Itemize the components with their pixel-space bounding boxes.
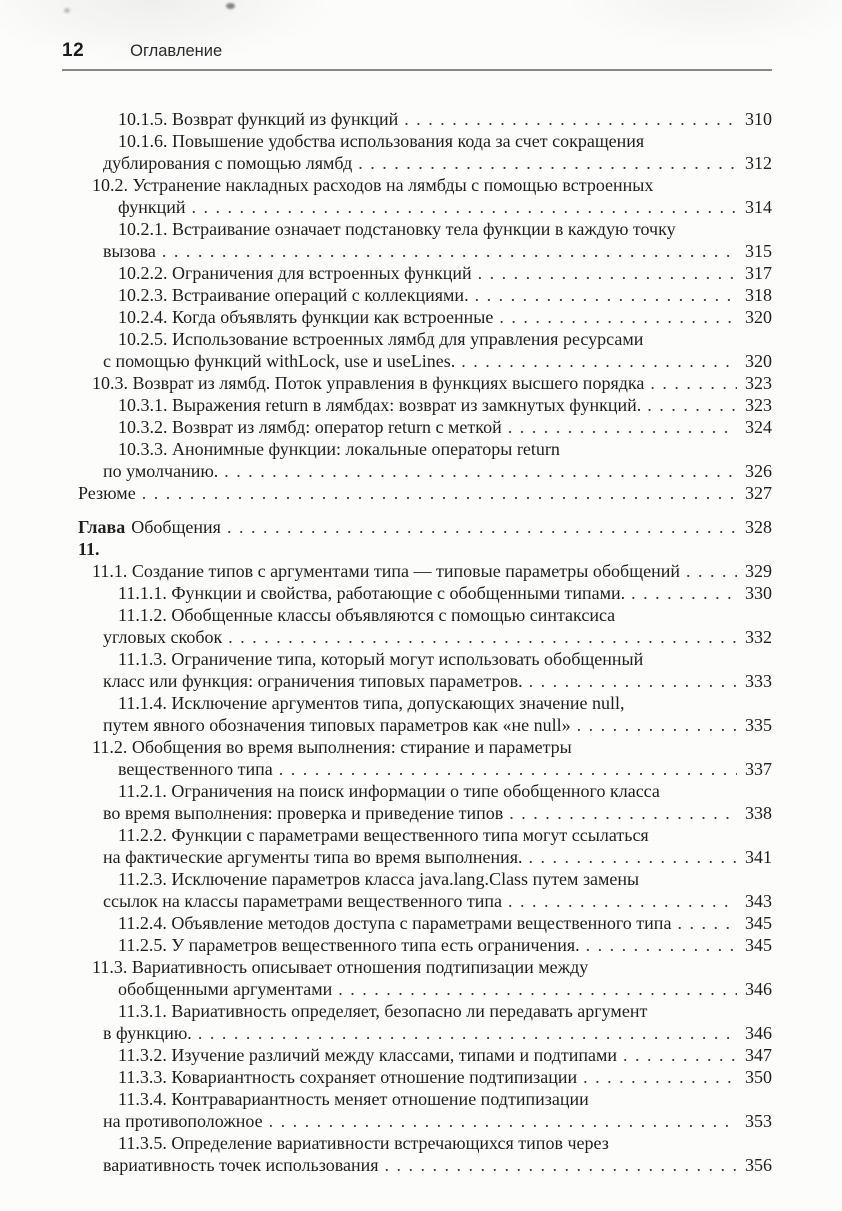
- toc-page-number: 310: [745, 109, 772, 129]
- toc-page-number: 329: [745, 561, 772, 581]
- dot-leader: [650, 372, 737, 394]
- toc-page-number: 315: [745, 241, 772, 261]
- toc-page-number: 318: [745, 285, 772, 305]
- toc-page-number: 347: [745, 1045, 772, 1065]
- toc-line: [62, 1110, 772, 1132]
- toc-line: [62, 1000, 772, 1022]
- toc-page-number: 328: [745, 517, 772, 537]
- toc-page-number: 320: [745, 307, 772, 327]
- toc-line: [62, 956, 772, 978]
- dot-leader: [647, 394, 737, 416]
- toc-page-number: 324: [745, 417, 772, 437]
- toc-entry-text: 11.3.4. Контравариантность меняет отношение подтипизации: [118, 1089, 589, 1109]
- toc-entry-text: по умолчанию.: [103, 461, 219, 481]
- toc-entry: [62, 130, 772, 174]
- dot-leader: [279, 758, 737, 780]
- dot-leader: [529, 846, 737, 868]
- toc-entry-text: 11.2.2. Функции с параметрами вещественного типа могут ссылаться: [118, 825, 649, 845]
- toc-entry-text: угловых скобок: [103, 627, 223, 647]
- toc-page-number: 353: [745, 1111, 772, 1131]
- dot-leader: [228, 626, 737, 648]
- toc-entry-text: 10.2.5. Использование встроенных лямбд для управления ресурсами: [118, 329, 644, 349]
- toc-entry-text: функций: [118, 197, 186, 217]
- toc-entry: [62, 824, 772, 868]
- toc-entry-text: на противоположное: [103, 1111, 263, 1131]
- toc-line: [62, 846, 772, 868]
- toc-entry-text: дублирования с помощью лямбд: [103, 153, 353, 173]
- toc-line: [62, 912, 772, 934]
- dot-leader: [529, 670, 737, 692]
- toc-line: [62, 460, 772, 482]
- toc-line: [62, 670, 772, 692]
- toc-entry: [62, 372, 772, 394]
- toc-entry: [62, 1132, 772, 1176]
- toc-page-number: 330: [745, 583, 772, 603]
- toc-entry-text: 11.3.5. Определение вариативности встречающихся типов через: [118, 1133, 609, 1153]
- toc-chapter-label: Глава 11.: [78, 517, 126, 559]
- toc-line: [62, 152, 772, 174]
- toc-line: [62, 736, 772, 758]
- toc-entry-text: 10.3.1. Выражения return в лямбдах: возврат из замкнутых функций.: [118, 395, 642, 415]
- toc-entry: [62, 934, 772, 956]
- toc-entry: [62, 262, 772, 284]
- toc-line: [62, 262, 772, 284]
- dot-leader: [508, 890, 737, 912]
- dot-leader: [385, 1154, 737, 1176]
- toc-page-number: 323: [745, 395, 772, 415]
- toc-line: [62, 824, 772, 846]
- toc-chapter-entry: [62, 516, 772, 560]
- toc-entry-text: 11.1.4. Исключение аргументов типа, допускающих значение null,: [118, 693, 625, 713]
- toc-entry-text: 11.2.1. Ограничения на поиск информации о типе обобщенного класса: [118, 781, 660, 801]
- dot-leader: [499, 306, 737, 328]
- toc-entry: [62, 648, 772, 692]
- toc-entry: [62, 306, 772, 328]
- page-header: [62, 40, 772, 71]
- toc-entry-text: 11.3.1. Вариативность определяет, безопасно ли передавать аргумент: [118, 1001, 648, 1021]
- toc-page-number: 337: [745, 759, 772, 779]
- toc-entry: [62, 482, 772, 504]
- toc-line: [62, 934, 772, 956]
- toc-entry-text: 10.3.2. Возврат из лямбд: оператор return с меткой: [118, 417, 502, 437]
- toc-page-number: 332: [745, 627, 772, 647]
- toc-entry-text: ссылок на классы параметрами вещественного типа: [103, 891, 503, 911]
- dot-leader: [227, 516, 737, 538]
- toc-line: [62, 560, 772, 582]
- toc-entry: [62, 956, 772, 1000]
- toc-page-number: 343: [745, 891, 772, 911]
- toc-line: [62, 604, 772, 626]
- toc-entry-text: во время выполнения: проверка и приведение типов: [103, 803, 504, 823]
- dot-leader: [509, 802, 737, 824]
- toc-entry: [62, 560, 772, 582]
- toc-entry: [62, 416, 772, 438]
- toc-entry-text: 11.2.3. Исключение параметров класса java.lang.Class путем замены: [118, 869, 640, 889]
- toc-line: [62, 978, 772, 1000]
- toc-entry-text: 11.1.2. Обобщенные классы объявляются с помощью синтаксиса: [118, 605, 616, 625]
- toc-entry: [62, 912, 772, 934]
- toc-entry: [62, 736, 772, 780]
- dot-leader: [224, 460, 737, 482]
- dot-leader: [478, 262, 737, 284]
- toc-entry-text: вариативность точек использования: [103, 1155, 379, 1175]
- toc-line: [62, 328, 772, 350]
- dot-leader: [404, 108, 737, 130]
- dot-leader: [338, 978, 737, 1000]
- toc-line: [62, 306, 772, 328]
- toc-line: [62, 582, 772, 604]
- toc-line: [62, 802, 772, 824]
- toc-entry-text: 11.3.2. Изучение различий между классами, типами и подтипами: [118, 1045, 617, 1065]
- toc-line: [62, 714, 772, 736]
- running-title: Оглавление: [130, 42, 223, 60]
- toc-entry: [62, 174, 772, 218]
- toc-page-number: 327: [745, 483, 772, 503]
- toc-page-number: 356: [745, 1155, 772, 1175]
- toc-entry-text: с помощью функций withLock, use и useLines.: [103, 351, 456, 371]
- dot-leader: [631, 582, 737, 604]
- toc-entry: [62, 582, 772, 604]
- dot-leader: [162, 240, 737, 262]
- toc-page-number: 312: [745, 153, 772, 173]
- toc-entry: [62, 328, 772, 372]
- dot-leader: [475, 284, 737, 306]
- toc-page-number: 350: [745, 1067, 772, 1087]
- toc-entry: [62, 868, 772, 912]
- dot-leader: [358, 152, 737, 174]
- toc-entry-text: класс или функция: ограничения типовых параметров.: [103, 671, 523, 691]
- toc-entry: [62, 604, 772, 648]
- toc-line: [62, 372, 772, 394]
- toc-entry: [62, 394, 772, 416]
- toc-line: [62, 648, 772, 670]
- toc-page-number: 345: [745, 935, 772, 955]
- dot-leader: [461, 350, 737, 372]
- toc-entry: [62, 1088, 772, 1132]
- toc-entry-text: обобщенными аргументами: [118, 979, 333, 999]
- toc-page-number: 341: [745, 847, 772, 867]
- toc-page-number: 335: [745, 715, 772, 735]
- dot-leader: [583, 1066, 737, 1088]
- toc-line: [62, 438, 772, 460]
- toc-line: [62, 108, 772, 130]
- dot-leader: [269, 1110, 737, 1132]
- toc-entry-text: на фактические аргументы типа во время выполнения.: [103, 847, 523, 867]
- toc-line: [62, 394, 772, 416]
- toc-line: [62, 890, 772, 912]
- toc-line: [62, 626, 772, 648]
- toc-entry-text: вещественного типа: [118, 759, 273, 779]
- dot-leader: [586, 934, 737, 956]
- toc-line: [62, 692, 772, 714]
- toc-entry-text: 10.3. Возврат из лямбд. Поток управления в функциях высшего порядка: [92, 373, 645, 393]
- toc-entry-text: Резюме: [78, 483, 136, 503]
- toc-line: [62, 780, 772, 802]
- toc-entry-text: 10.2.1. Встраивание означает подстановку тела функции в каждую точку: [118, 219, 676, 239]
- toc-line: [62, 1022, 772, 1044]
- toc-page-number: 346: [745, 979, 772, 999]
- toc-line: [62, 350, 772, 372]
- toc-line: [62, 1066, 772, 1088]
- toc-entry: [62, 108, 772, 130]
- toc-entry: [62, 218, 772, 262]
- toc-entry-text: 10.2. Устранение накладных расходов на лямбды с помощью встроенных: [92, 175, 654, 195]
- toc-entry-text: 11.3. Вариативность описывает отношения подтипизации между: [92, 957, 589, 977]
- toc-entry-text: 11.3.3. Ковариантность сохраняет отношение подтипизации: [118, 1067, 578, 1087]
- dot-leader: [577, 714, 737, 736]
- toc-page-number: 346: [745, 1023, 772, 1043]
- folio-page-number: 12: [62, 40, 85, 61]
- toc-line: [62, 416, 772, 438]
- toc-entry-text: 11.2.4. Объявление методов доступа с параметрами вещественного типа: [118, 913, 672, 933]
- dot-leader: [198, 1022, 737, 1044]
- toc-line: [62, 1132, 772, 1154]
- toc-entry: [62, 692, 772, 736]
- dot-leader: [686, 560, 737, 582]
- toc-page-number: 333: [745, 671, 772, 691]
- dot-leader: [623, 1044, 737, 1066]
- dot-leader: [142, 482, 737, 504]
- toc-page-number: 320: [745, 351, 772, 371]
- toc-page-number: 323: [745, 373, 772, 393]
- toc-page-number: 317: [745, 263, 772, 283]
- toc-line: [62, 174, 772, 196]
- toc-entry: [62, 1044, 772, 1066]
- toc-entry-text: 11.1.1. Функции и свойства, работающие с обобщенными типами.: [118, 583, 626, 603]
- toc-page-number: 326: [745, 461, 772, 481]
- toc-entry: [62, 1000, 772, 1044]
- dot-leader: [508, 416, 737, 438]
- scan-speck: [226, 3, 235, 9]
- toc-entry: [62, 284, 772, 306]
- toc-line: [62, 284, 772, 306]
- toc-entry-text: 11.2. Обобщения во время выполнения: стирание и параметры: [92, 737, 572, 757]
- toc-entry: [62, 780, 772, 824]
- toc-line: [62, 1088, 772, 1110]
- toc-line: [62, 196, 772, 218]
- scan-speck: [64, 8, 70, 13]
- toc-entry-text: 11.2.5. У параметров вещественного типа есть ограничения.: [118, 935, 580, 955]
- toc-entry-text: 10.3.3. Анонимные функции: локальные операторы return: [118, 439, 560, 459]
- toc-entry-text: 10.2.4. Когда объявлять функции как встроенные: [118, 307, 494, 327]
- toc-line: [62, 482, 772, 504]
- toc-line: [62, 758, 772, 780]
- toc-entry-text: 11.1.3. Ограничение типа, который могут использовать обобщенный: [118, 649, 644, 669]
- toc-entry-text: 11.1. Создание типов с аргументами типа — типовые параметры обобщений: [92, 561, 680, 581]
- toc-page-number: 338: [745, 803, 772, 823]
- toc-line: [62, 240, 772, 262]
- toc-line: [62, 218, 772, 240]
- toc-entry-text: 10.1.5. Возврат функций из функций: [118, 109, 399, 129]
- toc-page-number: 314: [745, 197, 772, 217]
- toc-line: [62, 130, 772, 152]
- toc-entry-text: в функцию.: [103, 1023, 192, 1043]
- toc-entry: [62, 1066, 772, 1088]
- toc-line: [62, 1044, 772, 1066]
- toc-entry-text: путем явного обозначения типовых параметров как «не null»: [103, 715, 571, 735]
- toc-entry: [62, 438, 772, 482]
- toc-entry-text: 10.1.6. Повышение удобства использования кода за счет сокращения: [118, 131, 645, 151]
- toc-line: [62, 1154, 772, 1176]
- toc-entry-text: Обобщения: [131, 517, 221, 537]
- toc-line: [62, 868, 772, 890]
- toc-entry-text: 10.2.3. Встраивание операций с коллекциями.: [118, 285, 469, 305]
- dot-leader: [677, 912, 737, 934]
- toc-list: [62, 108, 772, 1176]
- dot-leader: [192, 196, 738, 218]
- toc-entry-text: 10.2.2. Ограничения для встроенных функций: [118, 263, 472, 283]
- toc-entry-text: вызова: [103, 241, 156, 261]
- toc-line: [62, 516, 772, 560]
- toc-page-number: 345: [745, 913, 772, 933]
